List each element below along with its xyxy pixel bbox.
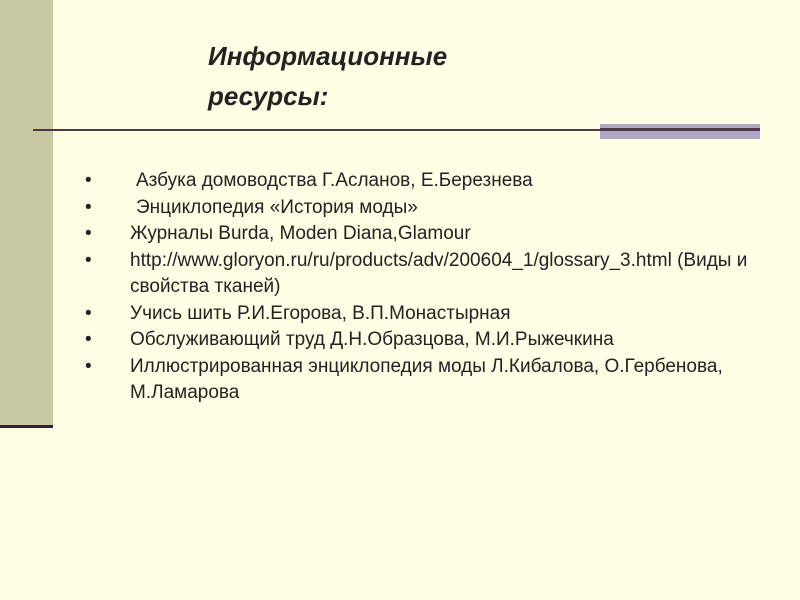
resource-list [0,168,800,407]
title-line-2: ресурсы: [208,81,329,111]
bullet-icon: • [85,355,92,377]
list-item [0,221,800,248]
list-item-text: Учись шить Р.И.Егорова, В.П.Монастырная [130,302,511,324]
list-item [0,301,800,328]
list-item [0,248,800,301]
list-item-text: http://www.gloryon.ru/ru/products/adv/200604_1/glossary_3.html (Виды и свойства тканей) [130,249,748,297]
list-item-text: Азбука домоводства Г.Асланов, Е.Березнева [136,170,533,191]
bullet-icon: • [85,170,92,191]
list-item [0,327,800,354]
page-title [208,36,568,116]
list-item [0,195,800,222]
divider-accent [600,124,760,139]
bullet-icon: • [85,223,92,244]
title-line-1: Информационные [208,41,448,71]
decorative-side-bar-base [0,425,53,428]
list-item-text: Энциклопедия «История моды» [136,196,418,218]
list-item-text: Иллюстрированная энциклопедия моды Л.Кибалова, О.Гербенова, М.Ламарова [130,355,723,403]
list-item-text: Обслуживающий труд Д.Н.Образцова, М.И.Рыжечкина [130,329,614,350]
bullet-icon: • [85,196,92,218]
list-item-text: Журналы Burda, Moden Diana,Glamour [130,223,471,244]
bullet-icon: • [85,302,92,324]
bullet-icon: • [85,329,92,350]
divider-line [33,129,600,131]
list-item [0,168,800,195]
list-item [0,354,800,407]
bullet-icon: • [85,249,92,271]
